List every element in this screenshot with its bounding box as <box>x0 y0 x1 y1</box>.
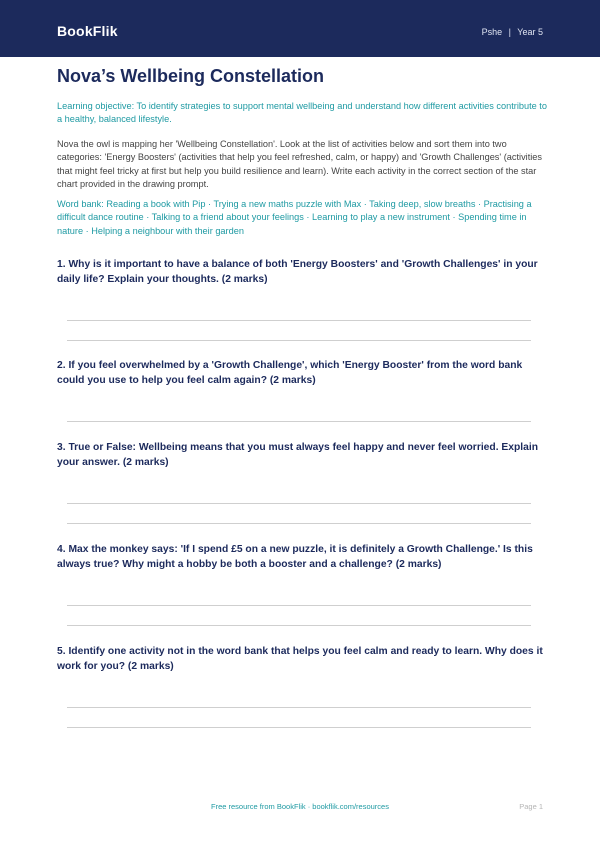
subject-year <box>482 27 543 37</box>
question-4: 4. Max the monkey says: 'If I spend £5 on a new puzzle, it is definitely a Growth Challenge.' Is this always true? Why might a hobby be both a booster and a challenge? (2 marks) <box>57 544 533 570</box>
answer-line[interactable] <box>67 340 531 341</box>
meta-separator: | <box>508 27 511 37</box>
question-2: 2. If you feel overwhelmed by a 'Growth Challenge', which 'Energy Booster' from the word bank could you use to help you feel calm again? (2 marks) <box>57 360 523 386</box>
header-bar <box>0 0 600 57</box>
page-title: Nova’s Wellbeing Constellation <box>57 66 325 86</box>
question-3: 3. True or False: Wellbeing means that you must always feel happy and never feel worried. Explain your answer. (2 marks) <box>57 442 539 468</box>
footer-credit[interactable]: Free resource from BookFlik · bookflik.com/resources <box>211 802 389 811</box>
question-1: 1. Why is it important to have a balance of both 'Energy Boosters' and 'Growth Challenges' in your daily life? Explain your thoughts. (2 marks) <box>57 259 538 285</box>
answer-line[interactable] <box>67 320 531 321</box>
page-number: Page 1 <box>519 802 543 811</box>
year-label: Year 5 <box>517 27 543 37</box>
answer-line[interactable] <box>67 605 531 606</box>
answer-line[interactable] <box>67 503 531 504</box>
word-bank: Word bank: Reading a book with Pip · Trying a new maths puzzle with Max · Taking deep, slow breaths · Practising a difficult dance routine · Talking to a friend about your feelings · Learning to play a new instrument · Spending time in nature · Helping a neighbour with their garden <box>57 199 532 236</box>
answer-line[interactable] <box>67 727 531 728</box>
subject-label: Pshe <box>481 27 503 37</box>
question-5: 5. Identify one activity not in the word bank that helps you feel calm and ready to learn. Why does it work for you? (2 marks) <box>57 646 543 672</box>
brand-logo: BookFlik <box>57 23 118 39</box>
answer-line[interactable] <box>67 421 531 422</box>
answer-line[interactable] <box>67 625 531 626</box>
answer-line[interactable] <box>67 523 531 524</box>
intro-text: Nova the owl is mapping her 'Wellbeing Constellation'. Look at the list of activities below and sort them into two categories: 'Energy Boosters' (activities that help you feel refreshed, calm, or happy) and 'Growth Challenges' (activities that might feel tricky at first but help you build resilience and learn). Write each activity in the correct section of the star chart provided in the drawing prompt. <box>57 139 542 190</box>
answer-line[interactable] <box>67 707 531 708</box>
learning-objective: Learning objective: To identify strategies to support mental wellbeing and understand how different activities contribute to a healthy, balanced lifestyle. <box>57 101 547 125</box>
